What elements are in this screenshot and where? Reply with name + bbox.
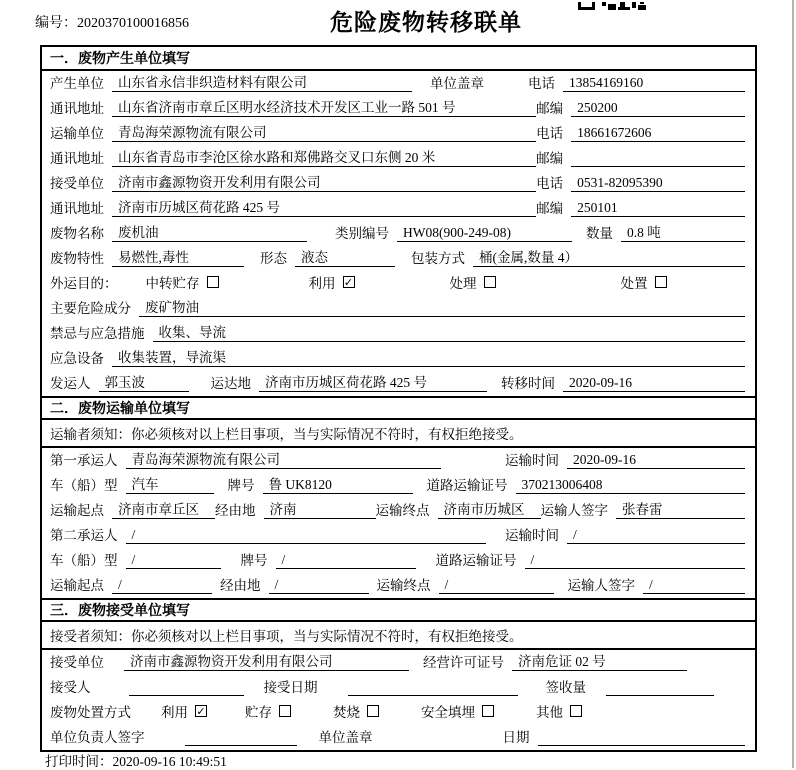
carrier2-value: / [126, 527, 486, 544]
destination-label: 运达地 [210, 376, 251, 391]
receiver-unit-row [42, 171, 755, 196]
waste-quantity-label: 数量 [586, 226, 613, 241]
purpose-treat-label: 处理 [449, 275, 477, 291]
purpose-treat-checkbox [484, 276, 496, 288]
purpose-transit-storage-checkbox [207, 276, 219, 288]
waste-category-value: HW08(900-249-08) [397, 225, 572, 242]
hazard-components-row [42, 296, 755, 321]
via1-label: 经由地 [215, 503, 256, 518]
qr-code-fragment-icon [578, 0, 648, 16]
endpoint1-value: 济南市历城区 [438, 498, 541, 519]
plate1-value: 鲁 UK8120 [263, 473, 413, 494]
receiver-address-value: 济南市历城区荷花路 425 号 [112, 196, 536, 217]
receiver-address-label: 通讯地址 [50, 201, 104, 216]
producer-unit-label: 产生单位 [50, 76, 104, 91]
packaging-label: 包装方式 [411, 251, 465, 266]
emergency-measures-row [42, 321, 755, 346]
carrier1-row [42, 448, 755, 473]
disposal-method-row [42, 700, 755, 725]
road-permit1-label: 道路运输证号 [426, 478, 508, 493]
signature2-value: / [643, 577, 745, 594]
signature1-label: 运输人签字 [540, 503, 608, 518]
responsible-signature-label: 单位负责人签字 [50, 730, 145, 745]
transport-date1-value: 2020-09-16 [567, 452, 745, 469]
date-label: 日期 [502, 730, 530, 745]
received-qty-label: 签收量 [545, 680, 586, 695]
producer-address-value: 山东省济南市章丘区明水经济技术开发区工业一路 501 号 [112, 96, 536, 117]
page-title: 危险废物转移联单 [330, 9, 522, 35]
receiver-phone-label: 电话 [536, 176, 564, 191]
license-label: 经营许可证号 [423, 655, 504, 670]
purpose-option-utilize [309, 272, 355, 292]
vehicle-type2-value: / [126, 552, 221, 569]
transfer-date-label: 转移时间 [501, 376, 555, 391]
consignor-label: 发运人 [50, 376, 91, 391]
transporter-unit-label: 运输单位 [50, 126, 104, 141]
receiver-zip-label: 邮编 [536, 201, 564, 216]
origin1-value: 济南市章丘区 [112, 498, 215, 519]
disposal-other-label: 其他 [536, 704, 563, 720]
via1-value: 济南 [264, 498, 376, 519]
section3-header: 三．废物接受单位填写 [42, 598, 755, 622]
waste-characteristic-row [42, 246, 755, 271]
accept-person-label: 接受人 [50, 680, 91, 695]
via2-label: 经由地 [220, 578, 261, 593]
transfer-purpose-row [42, 271, 755, 296]
hazard-components-value: 废矿物油 [139, 296, 745, 317]
purpose-transit-storage-label: 中转贮存 [145, 275, 200, 291]
endpoint1-label: 运输终点 [375, 503, 430, 518]
page-right-edge [792, 0, 794, 768]
producer-address-row [42, 96, 755, 121]
serial-number [35, 12, 189, 32]
accept-unit-label: 接受单位 [50, 655, 104, 670]
vehicle-type1-label: 车（船）型 [50, 478, 118, 493]
transporter-address-row [42, 146, 755, 171]
transport-date2-value: / [567, 527, 745, 544]
disposal-option-store [245, 701, 291, 721]
carrier1-label: 第一承运人 [50, 453, 118, 468]
date-value [538, 745, 746, 746]
hazard-components-label: 主要危险成分 [50, 301, 131, 316]
transporter-notice: 运输者须知：你必须核对以上栏目事项，当与实际情况不符时，有权拒绝接受。 [42, 420, 755, 448]
origin2-value: / [112, 577, 212, 594]
accept-date-label: 接受日期 [263, 680, 318, 695]
received-qty-value [606, 695, 714, 696]
serial-label: 编号： [35, 16, 77, 31]
vehicle-type2-label: 车（船）型 [50, 553, 118, 568]
emergency-measures-value: 收集、导流 [153, 321, 746, 342]
transfer-form [40, 45, 757, 752]
transport-date2-label: 运输时间 [505, 528, 559, 543]
producer-seal-label: 单位盖章 [430, 76, 484, 91]
accept-person-row [42, 675, 755, 700]
transporter-unit-value: 青岛海荣源物流有限公司 [112, 121, 536, 142]
waste-form-value: 液态 [295, 246, 395, 267]
qr-code-fragment-svg [578, 2, 648, 12]
purpose-utilize-label: 利用 [308, 275, 336, 291]
purpose-option-transit-storage [146, 272, 219, 292]
destination-value: 济南市历城区荷花路 425 号 [259, 371, 487, 392]
signature1-value: 张春雷 [616, 498, 745, 519]
waste-name-row [42, 221, 755, 246]
transporter-address-label: 通讯地址 [50, 151, 104, 166]
section2-header: 二．废物运输单位填写 [42, 396, 755, 420]
purpose-utilize-checkbox: ✓ [343, 275, 354, 289]
disposal-landfill-checkbox [482, 705, 494, 717]
transport-date1-label: 运输时间 [505, 453, 559, 468]
disposal-method-label: 废物处置方式 [50, 704, 131, 720]
producer-unit-value: 山东省永信非织造材料有限公司 [112, 71, 412, 92]
road-permit2-label: 道路运输证号 [435, 553, 517, 568]
route1-row [42, 498, 755, 523]
producer-phone-label: 电话 [528, 76, 555, 91]
consignor-row [42, 371, 755, 396]
disposal-option-other [536, 701, 582, 721]
via2-value: / [269, 577, 369, 594]
accept-unit-value: 济南市鑫源物资开发利用有限公司 [124, 650, 409, 671]
responsible-signature-row [42, 725, 755, 750]
disposal-landfill-label: 安全填埋 [421, 704, 475, 720]
disposal-utilize-checkbox: ✓ [196, 704, 206, 718]
accept-date-value [348, 695, 518, 696]
receiver-address-row [42, 196, 755, 221]
disposal-utilize-label: 利用 [161, 704, 188, 720]
carrier2-label: 第二承运人 [50, 528, 118, 543]
receiver-unit-label: 接受单位 [50, 176, 104, 191]
disposal-option-landfill [421, 701, 494, 721]
receiver-notice: 接受者须知：你必须核对以上栏目事项，当与实际情况不符时，有权拒绝接受。 [42, 622, 755, 650]
print-time [45, 750, 227, 770]
carrier1-value: 青岛海荣源物流有限公司 [126, 448, 441, 469]
transporter-phone-label: 电话 [536, 126, 564, 141]
emergency-measures-label: 禁忌与应急措施 [50, 326, 145, 341]
license-value: 济南危证 02 号 [512, 650, 687, 671]
disposal-incinerate-checkbox [367, 705, 379, 717]
packaging-value: 桶(金属,数量 4） [473, 246, 745, 267]
unit-seal-label: 单位盖章 [318, 730, 373, 745]
plate2-label: 牌号 [240, 553, 268, 568]
transporter-zip-label: 邮编 [536, 151, 564, 166]
responsible-signature-value [185, 745, 297, 746]
endpoint2-label: 运输终点 [376, 578, 431, 593]
producer-zip-value: 250200 [571, 100, 745, 117]
purpose-dispose-checkbox [655, 276, 667, 288]
signature2-label: 运输人签字 [567, 578, 635, 593]
transfer-purpose-label: 外运目的： [50, 275, 118, 291]
consignor-value: 郭玉波 [99, 371, 189, 392]
waste-quantity-value: 0.8 吨 [621, 221, 745, 242]
emergency-equipment-label: 应急设备 [50, 351, 104, 366]
purpose-option-dispose [621, 272, 667, 292]
road-permit2-value: / [525, 552, 746, 569]
accept-unit-row [42, 650, 755, 675]
disposal-option-utilize [161, 701, 207, 721]
origin1-label: 运输起点 [50, 503, 104, 518]
producer-unit-row [42, 71, 755, 96]
waste-form-label: 形态 [260, 251, 287, 266]
waste-name-label: 废物名称 [50, 226, 104, 241]
purpose-dispose-label: 处置 [620, 275, 648, 291]
print-time-label: 打印时间： [45, 754, 113, 769]
disposal-store-checkbox [279, 705, 291, 717]
plate1-label: 牌号 [227, 478, 255, 493]
producer-address-label: 通讯地址 [50, 101, 104, 116]
transporter-phone-value: 18661672606 [571, 125, 745, 142]
waste-characteristic-value: 易燃性,毒性 [112, 246, 244, 267]
transporter-unit-row [42, 121, 755, 146]
vehicle-type1-value: 汽车 [126, 473, 214, 494]
print-time-value: 2020-09-16 10:49:51 [112, 754, 227, 769]
carrier2-row [42, 523, 755, 548]
road-permit1-value: 370213006408 [516, 477, 746, 494]
route2-row [42, 573, 755, 598]
disposal-option-incinerate [333, 701, 379, 721]
producer-zip-label: 邮编 [536, 101, 564, 116]
endpoint2-value: / [439, 577, 554, 594]
disposal-other-checkbox [570, 705, 582, 717]
accept-person-value [129, 695, 244, 696]
emergency-equipment-value: 收集装置，导流渠 [112, 346, 745, 367]
transporter-zip-value [571, 166, 745, 167]
vehicle1-row [42, 473, 755, 498]
waste-characteristic-label: 废物特性 [50, 251, 104, 266]
receiver-zip-value: 250101 [571, 200, 745, 217]
transporter-address-value: 山东省青岛市李沧区徐水路和郑佛路交叉口东侧 20 米 [112, 146, 536, 167]
origin2-label: 运输起点 [50, 578, 104, 593]
serial-value: 2020370100016856 [77, 16, 189, 31]
disposal-incinerate-label: 焚烧 [333, 704, 360, 720]
emergency-equipment-row [42, 346, 755, 371]
receiver-phone-value: 0531-82095390 [571, 175, 745, 192]
receiver-unit-value: 济南市鑫源物资开发利用有限公司 [112, 171, 536, 192]
plate2-value: / [276, 552, 416, 569]
purpose-option-treat [450, 272, 496, 292]
transfer-date-value: 2020-09-16 [563, 375, 745, 392]
vehicle2-row [42, 548, 755, 573]
section1-header: 一．废物产生单位填写 [42, 47, 755, 71]
waste-category-label: 类别编号 [335, 226, 389, 241]
disposal-store-label: 贮存 [245, 704, 272, 720]
waste-name-value: 废机油 [112, 221, 307, 242]
producer-phone-value: 13854169160 [563, 75, 745, 92]
